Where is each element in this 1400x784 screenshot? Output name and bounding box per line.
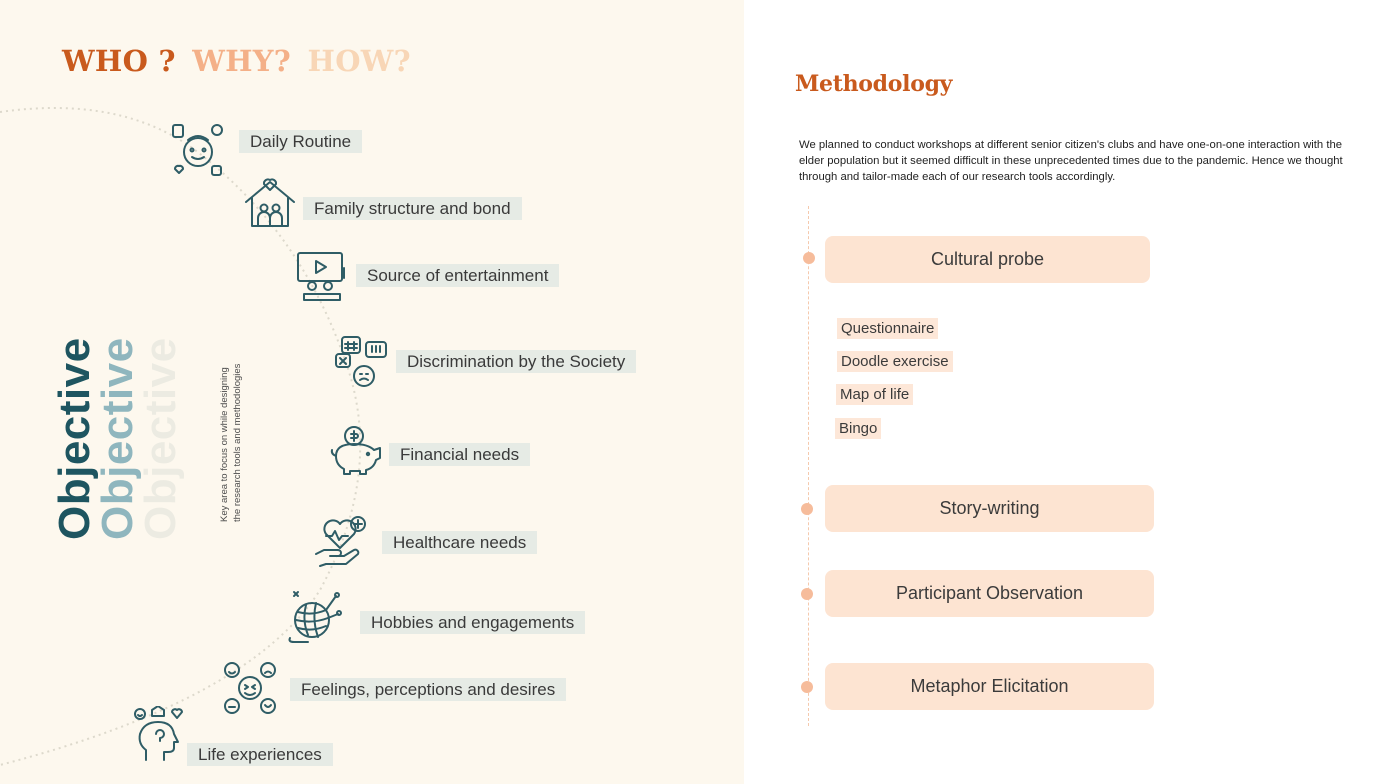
objective-note-line2: the research tools and methodologies [232, 363, 243, 522]
objective-note [218, 322, 244, 522]
speech-bubbles-icon [334, 334, 390, 390]
objective-note-line1: Key area to focus on while designing [219, 367, 230, 522]
timeline-dot [803, 252, 815, 264]
objective-vertical-title [0, 0, 220, 784]
objective-word-light: Objective [136, 337, 185, 540]
heart-hand-icon [312, 512, 368, 568]
tv-entertainment-icon [294, 248, 350, 304]
topic-label: Life experiences [187, 743, 333, 766]
method-cultural-probe: Cultural probe [825, 236, 1150, 283]
method-metaphor-elicitation: Metaphor Elicitation [825, 663, 1154, 710]
piggy-bank-icon [328, 422, 384, 478]
methodology-description: We planned to conduct workshops at different senior citizen's clubs and have one-on-one interaction with the elder population but it seemed difficult in these unprecedented times due to the pandemic. Hence we thought through and tailor-made each of our research tools accordingly. [799, 139, 1343, 183]
emotions-icon [222, 660, 278, 716]
topic-label: Financial needs [389, 443, 530, 466]
head-thoughts-icon [132, 706, 188, 762]
objective-word-dark: Objective [50, 337, 99, 540]
timeline-dot [801, 503, 813, 515]
probe-item-questionnaire: Questionnaire [837, 318, 938, 339]
topic-label: Source of entertainment [356, 264, 559, 287]
probe-item-bingo: Bingo [835, 418, 881, 439]
timeline-dot [801, 681, 813, 693]
topic-label: Discrimination by the Society [396, 350, 636, 373]
yarn-ball-icon [286, 588, 342, 644]
timeline-dot [801, 588, 813, 600]
method-story-writing: Story-writing [825, 485, 1154, 532]
heading-how: HOW? [307, 44, 411, 78]
timeline-line [808, 206, 809, 726]
method-participant-observation: Participant Observation [825, 570, 1154, 617]
topic-label: Daily Routine [239, 130, 362, 153]
probe-item-map-of-life: Map of life [836, 384, 913, 405]
topic-label: Hobbies and engagements [360, 611, 585, 634]
topic-label: Family structure and bond [303, 197, 522, 220]
topic-label: Feelings, perceptions and desires [290, 678, 566, 701]
heading-why: WHY? [192, 44, 292, 78]
probe-item-doodle: Doodle exercise [837, 351, 953, 372]
topic-label: Healthcare needs [382, 531, 537, 554]
methodology-panel [744, 0, 1400, 784]
objective-word-mid: Objective [93, 337, 142, 540]
methodology-title: Methodology [795, 71, 953, 97]
daily-routine-icon [170, 122, 226, 178]
heading-who: WHO ? [62, 44, 176, 78]
family-home-icon [242, 174, 298, 230]
